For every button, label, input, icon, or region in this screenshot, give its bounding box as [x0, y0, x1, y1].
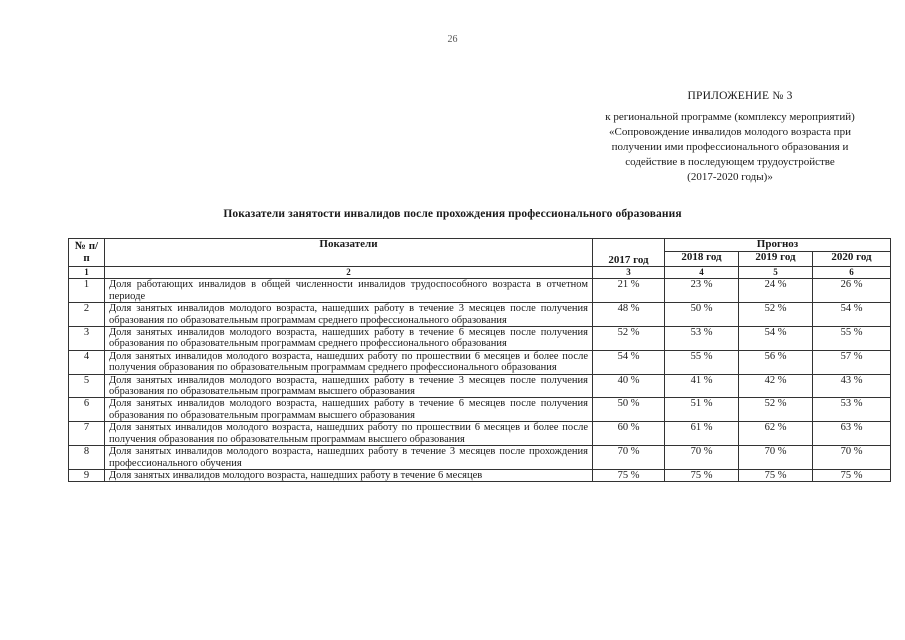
table-row: [69, 350, 891, 374]
row-number: 7: [69, 422, 105, 446]
indicator-value: 53 %: [813, 398, 891, 422]
indicator-value: 24 %: [739, 279, 813, 303]
indicator-value: 75 %: [593, 469, 665, 481]
row-number: 6: [69, 398, 105, 422]
table-body: [69, 267, 891, 482]
indicator-value: 26 %: [813, 279, 891, 303]
indicator-value: 75 %: [665, 469, 739, 481]
indicator-value: 61 %: [665, 422, 739, 446]
indicator-text: Доля занятых инвалидов молодого возраста, нашедших работу в течение 3 месяцев после получения образования по образовательным программам среднего профессионального образования: [105, 303, 593, 327]
indicator-value: 50 %: [665, 303, 739, 327]
appendix-line: (2017-2020 годы)»: [687, 171, 773, 183]
header-forecast: Прогноз: [665, 239, 891, 252]
indicator-value: 54 %: [593, 350, 665, 374]
indicator-text: Доля занятых инвалидов молодого возраста, нашедших работу в течение 3 месяцев после получения образования по образовательным программам высшего образования: [105, 374, 593, 398]
indicator-value: 23 %: [665, 279, 739, 303]
indicator-value: 70 %: [739, 446, 813, 470]
column-number: 4: [665, 267, 739, 279]
table-row: [69, 374, 891, 398]
document-title: Показатели занятости инвалидов после прохождения профессионального образования: [223, 208, 682, 220]
column-number: 3: [593, 267, 665, 279]
indicator-value: 62 %: [739, 422, 813, 446]
indicator-value: 75 %: [813, 469, 891, 481]
indicator-value: 70 %: [593, 446, 665, 470]
indicator-value: 75 %: [739, 469, 813, 481]
appendix-line: получении ими профессионального образования и: [611, 141, 849, 153]
indicator-value: 57 %: [813, 350, 891, 374]
indicator-text: Доля занятых инвалидов молодого возраста, нашедших работу в течение 6 месяцев после получения образования по образовательным программам среднего профессионального образования: [105, 327, 593, 351]
indicator-text: Доля занятых инвалидов молодого возраста, нашедших работу в течение 3 месяцев после прохождения профессионального обучения: [105, 446, 593, 470]
indicator-value: 63 %: [813, 422, 891, 446]
column-number: 6: [813, 267, 891, 279]
header-year-2020: 2020 год: [813, 252, 891, 267]
row-number: 2: [69, 303, 105, 327]
indicator-text: Доля занятых инвалидов молодого возраста, нашедших работу по прошествии 6 месяцев и более после получения образования по образовательным программам среднего профессионального образования: [105, 350, 593, 374]
indicator-value: 54 %: [813, 303, 891, 327]
indicator-value: 55 %: [665, 350, 739, 374]
table-row: [69, 469, 891, 481]
column-number: 1: [69, 267, 105, 279]
row-number: 9: [69, 469, 105, 481]
row-number: 3: [69, 327, 105, 351]
indicator-value: 70 %: [813, 446, 891, 470]
header-indicators: Показатели: [105, 239, 593, 267]
indicator-text: Доля занятых инвалидов молодого возраста, нашедших работу в течение 6 месяцев: [105, 469, 593, 481]
indicator-value: 40 %: [593, 374, 665, 398]
table-row: [69, 422, 891, 446]
indicator-value: 48 %: [593, 303, 665, 327]
table-row: [69, 279, 891, 303]
table-row: [69, 398, 891, 422]
indicator-text: Доля работающих инвалидов в общей численности инвалидов трудоспособного возраста в отчетном периоде: [105, 279, 593, 303]
indicator-value: 56 %: [739, 350, 813, 374]
indicator-value: 51 %: [665, 398, 739, 422]
table-row: [69, 303, 891, 327]
appendix-title: ПРИЛОЖЕНИЕ № 3: [687, 90, 793, 102]
appendix-caption: [570, 110, 890, 185]
indicators-table: [68, 238, 891, 482]
indicator-value: 21 %: [593, 279, 665, 303]
appendix-line: содействие в последующем трудоустройстве: [625, 156, 835, 168]
table-row: [69, 446, 891, 470]
table-row: [69, 327, 891, 351]
indicator-value: 43 %: [813, 374, 891, 398]
indicator-value: 53 %: [665, 327, 739, 351]
indicator-value: 52 %: [593, 327, 665, 351]
indicator-value: 41 %: [665, 374, 739, 398]
header-year-2018: 2018 год: [665, 252, 739, 267]
indicator-value: 50 %: [593, 398, 665, 422]
column-number: 2: [105, 267, 593, 279]
appendix-line: к региональной программе (комплексу мероприятий): [605, 111, 855, 123]
header-year-2017: 2017 год: [593, 239, 665, 267]
indicator-text: Доля занятых инвалидов молодого возраста, нашедших работу по прошествии 6 месяцев и более после получения образования по образовательным программам высшего образования: [105, 422, 593, 446]
row-number: 4: [69, 350, 105, 374]
indicator-value: 54 %: [739, 327, 813, 351]
row-number: 1: [69, 279, 105, 303]
indicator-value: 42 %: [739, 374, 813, 398]
indicator-value: 55 %: [813, 327, 891, 351]
indicator-value: 70 %: [665, 446, 739, 470]
column-number-row: [69, 267, 891, 279]
page-number: 26: [447, 34, 458, 45]
indicator-text: Доля занятых инвалидов молодого возраста, нашедших работу в течение 6 месяцев после получения образования по образовательным программам высшего образования: [105, 398, 593, 422]
indicator-value: 52 %: [739, 398, 813, 422]
row-number: 5: [69, 374, 105, 398]
indicator-value: 52 %: [739, 303, 813, 327]
row-number: 8: [69, 446, 105, 470]
column-number: 5: [739, 267, 813, 279]
indicator-value: 60 %: [593, 422, 665, 446]
appendix-line: «Сопровождение инвалидов молодого возраста при: [609, 126, 851, 138]
header-year-2019: 2019 год: [739, 252, 813, 267]
header-number: № п/п: [69, 239, 105, 267]
